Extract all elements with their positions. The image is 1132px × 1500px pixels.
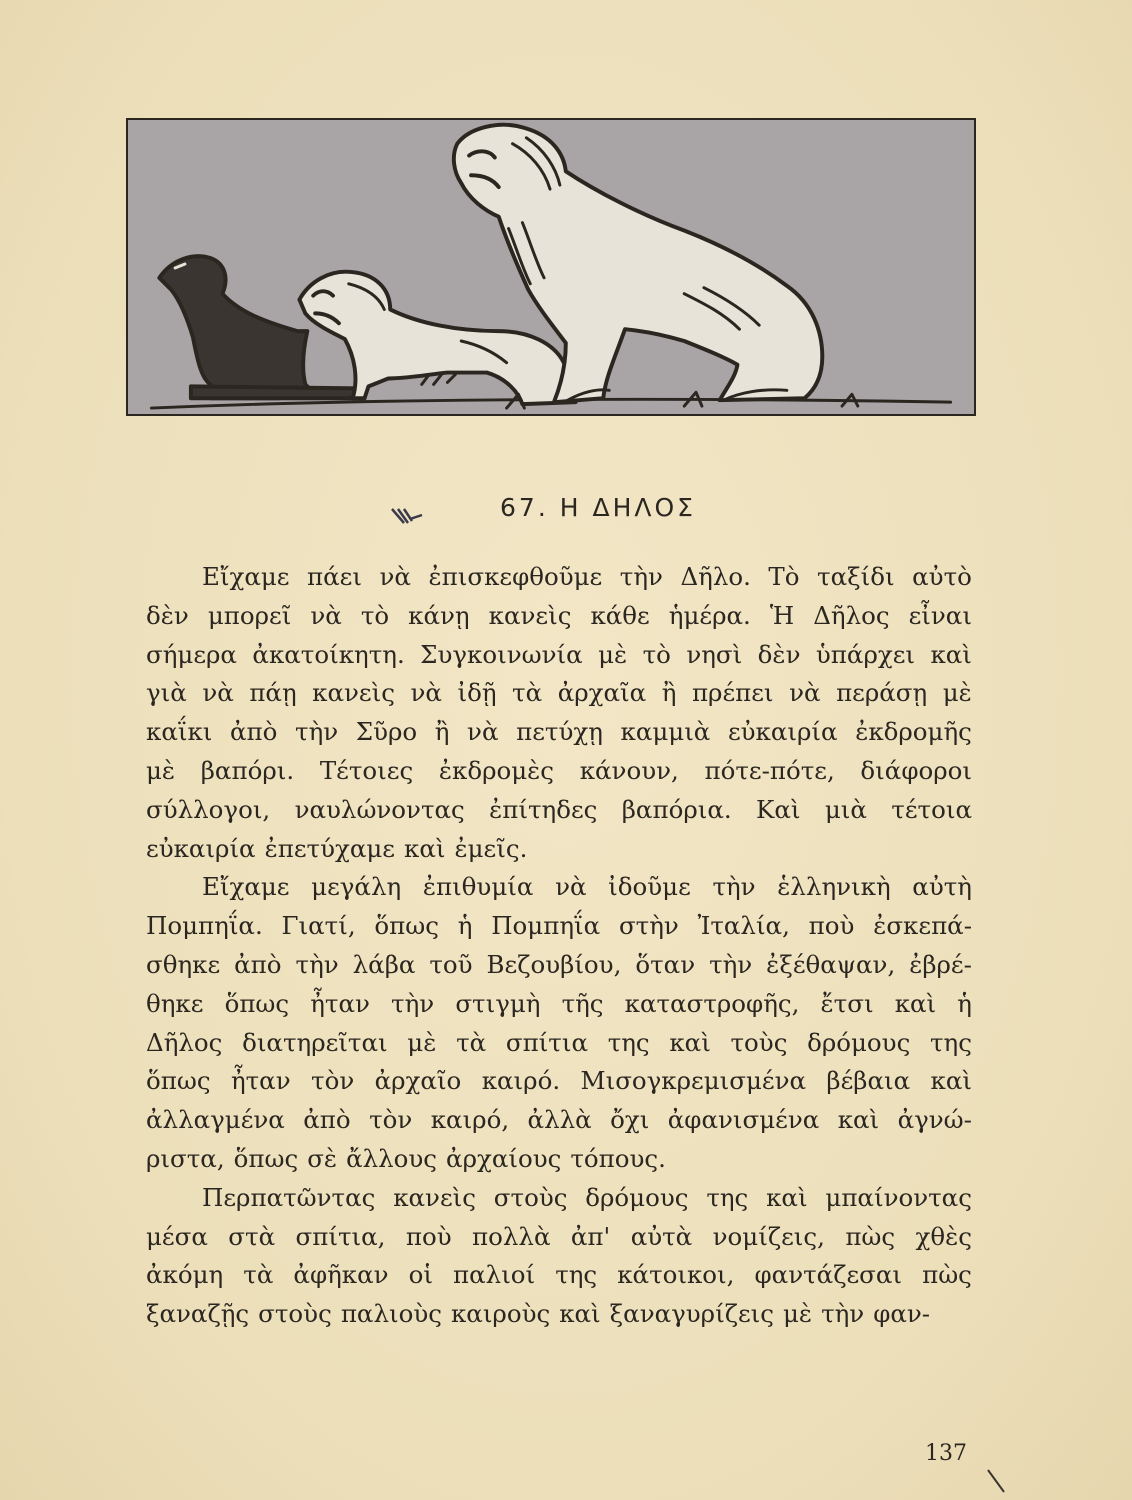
word: Τὸ [768,562,800,591]
word: οἱ [408,1260,433,1290]
text-line [146,597,972,636]
word: ἀλλὰ [527,1105,592,1135]
word: καὶ [766,1182,808,1212]
word: ἐπισκεφθοῦμε [428,562,603,591]
text-line [146,868,972,907]
word: δρόμους [807,1027,911,1057]
word: τὴν [295,717,339,747]
word: μεγάλη [311,872,402,902]
word: στοὺς [493,1182,568,1212]
word: αὐτὸ [912,562,972,591]
word: αὐτὴ [912,872,972,902]
word: νησὶ [686,639,743,669]
word: παλιοὺς [340,1299,442,1329]
word: ξαναζῇς [146,1299,250,1329]
word: δρόμους [585,1182,689,1212]
word: βέβαια [826,1066,911,1096]
word: χθὲς [915,1221,972,1251]
word: ἀρχαῖα [557,678,647,708]
word: Εἴχαμε [202,562,290,591]
word: μὲ [146,755,176,785]
word: καὶ [404,833,446,863]
word: βαπόρια. [621,794,732,824]
word: τὴν [709,949,753,979]
word: μὲ [598,639,628,669]
word: σήμερα [146,639,237,669]
word: τὰ [456,1027,487,1057]
word: πάει [307,562,362,591]
word: σθηκε [146,949,221,979]
word: ἐπετύχαμε [264,833,396,863]
text-line [146,791,972,830]
word: ἐπιθυμία [422,872,534,902]
paragraph [146,558,972,868]
word: νὰ [555,872,587,902]
word: ἦταν [230,1066,291,1096]
text-line [146,907,972,946]
text-line [146,558,972,597]
word: ποὺ [808,911,855,941]
word: ριστα, [146,1143,225,1173]
word: ποὺ [405,1221,452,1251]
word: Βεζουβίου, [486,949,622,979]
word: σύλλογοι, [146,794,271,824]
word: καὶ [669,1027,711,1057]
word: νὰ [789,678,821,708]
word: ναυλώνοντας [294,794,465,824]
chapter-number: 67. [500,493,549,522]
word: πετύχῃ [516,717,603,747]
word: τόπους. [570,1143,666,1173]
word: τὰ [243,1260,274,1290]
word: ἄλλους [346,1143,438,1173]
text-line [146,830,972,869]
word: ὅπως [224,988,290,1018]
paragraph [146,1179,972,1334]
word: ὅταν [635,949,696,979]
word: μέσα [146,1221,208,1251]
word: Περπατῶντας [202,1182,376,1212]
word: καὶ [930,1066,972,1096]
text-line [146,1140,972,1179]
word: ἔτσι [820,988,874,1018]
word: στοὺς [258,1299,332,1329]
word: κάθε [590,600,650,630]
word: ἀρχαίους [446,1143,562,1173]
word: τέτοια [891,794,972,824]
word: ὅπως [146,1066,211,1096]
word: Δῆλο. [680,562,751,591]
word: διάφοροι [860,755,972,785]
word: βαπόρι. [200,755,295,785]
word: ἀπ' [570,1221,611,1251]
word: ὅπως [374,911,439,941]
word: νομίζεις, [712,1221,825,1251]
word: σπίτια [505,1027,588,1057]
word: φαν- [873,1299,931,1329]
word: Τέτοιες [319,755,414,785]
word: καὶ [894,988,937,1018]
text-line [146,1062,972,1101]
word: μὲ [783,1299,813,1329]
word: ἡ [957,988,972,1018]
word: Ἰταλία, [697,911,790,941]
word: κανεὶς [312,678,395,708]
word: τοὺς [730,1027,788,1057]
word: καιροὺς [450,1299,551,1329]
scratch-mark-icon [986,1468,1006,1494]
word: ἡ [457,911,473,941]
word: καταστροφῆς, [624,988,800,1018]
word: ἀπὸ [303,1105,351,1135]
word: ὑπάρχει [815,639,915,669]
word: ἐκδρομῆς [855,717,972,747]
word: Ἡ [769,600,795,630]
text-line [146,1256,972,1295]
word: ἰδοῦμε [608,872,691,902]
word: ἀρχαῖο [374,1066,462,1096]
word: ἐξέθαψαν, [766,949,896,979]
word: τὸν [311,1066,355,1096]
word: Δῆλος [146,1027,223,1057]
word: μπορεῖ [207,600,292,630]
word: νὰ [202,678,234,708]
word: μπαίνοντας [825,1182,972,1212]
word: Γιατί, [281,911,356,941]
word: αὐτὰ [630,1221,693,1251]
word: Μισογκρεμισμένα [580,1066,807,1096]
word: ἐκδρομὲς [438,755,555,785]
chapter-heading [0,493,1132,522]
word: παλιοί [453,1260,536,1290]
word: καὶ [837,1105,880,1135]
page-number: 137 [925,1441,967,1466]
word: κανεὶς [488,600,572,630]
word: περάσῃ [836,678,928,708]
word: ἡμέρα. [668,600,751,630]
word: ἀκόμη [146,1260,224,1290]
word: τῆς [561,988,604,1018]
word: καιρό. [481,1066,561,1096]
word: τὴν [712,872,756,902]
word: νὰ [410,678,442,708]
word: ἀπὸ [230,717,278,747]
text-line [146,752,972,791]
text-line [146,1295,972,1334]
word: καὶ [559,1299,601,1329]
word: Σῦρο [355,717,418,747]
word: κάνῃ [408,600,470,630]
word: τὴν [391,988,435,1018]
text-line [146,1179,972,1218]
word: στὴν [618,911,679,941]
word: της [607,1027,650,1057]
word: τοῦ [429,949,473,979]
word: φαντάζεσαι [754,1260,903,1290]
text-line [146,1218,972,1257]
word: στὰ [228,1221,276,1251]
word: ἐβρέ- [909,949,972,979]
word: Δῆλος [813,600,890,630]
word: νὰ [379,562,411,591]
word: σὲ [307,1143,338,1173]
word: της [555,1260,598,1290]
word: καιρό, [430,1105,510,1135]
word: πὼς [845,1221,896,1251]
word: τὸν [369,1105,413,1135]
word: θηκε [146,988,204,1018]
word: ἀλλαγμένα [146,1105,285,1135]
word: ἦταν [310,988,370,1018]
word: Συγκοινωνία [420,639,583,669]
word: ὄχι [610,1105,650,1135]
word: νὰ [310,600,342,630]
word: νὰ [467,717,499,747]
word: δὲν [146,600,189,630]
word: πρέπει [691,678,774,708]
word: πολλὰ [472,1221,551,1251]
word: Πομπηΐα. [146,911,263,941]
text-line [146,1024,972,1063]
text-line [146,636,972,675]
word: Εἴχαμε [202,872,290,902]
word: της [930,1027,972,1057]
text-line [146,1101,972,1140]
word: εὐκαιρία [146,833,256,863]
word: ἀγνώ- [897,1105,972,1135]
word: Πομπηΐα [491,911,601,941]
word: ὅπως [233,1143,299,1173]
word: εἶναι [908,600,972,630]
word: κάνουν, [579,755,679,785]
word: ἀπὸ [234,949,282,979]
text-line [146,985,972,1024]
text-line [146,946,972,985]
lions-illustration [126,118,976,416]
word: ἢ [434,717,450,747]
word: τὸ [642,639,671,669]
word: ἐμεῖς. [454,833,528,863]
text-line [146,674,972,713]
word: ἐπίτηδες [489,794,598,824]
word: τὴν [295,949,339,979]
word: ἰδῇ [457,678,497,708]
paragraph [146,868,972,1178]
word: της [706,1182,749,1212]
word: διατηρεῖται [242,1027,388,1057]
word: μιὰ [824,794,867,824]
word: μὲ [942,678,972,708]
word: σπίτια, [295,1221,386,1251]
chapter-title: Η ΔΗΛΟΣ [559,493,696,522]
word: τὴν [821,1299,865,1329]
word: Καὶ [756,794,801,824]
word: πάῃ [249,678,297,708]
word: ἐσκεπά- [873,911,972,941]
word: τὸ [360,600,390,630]
word: κανεὶς [393,1182,476,1212]
word: ἢ [661,678,677,708]
word: καμμιὰ [620,717,711,747]
lions-of-delos-icon [128,120,974,414]
word: λάβα [352,949,416,979]
text-line [146,713,972,752]
word: κάτοικοι, [617,1260,735,1290]
word: μὲ [407,1027,437,1057]
word: πότε-πότε, [704,755,835,785]
word: εὐκαιρία [727,717,838,747]
word: πὼς [922,1260,972,1290]
word: καΐκι [146,717,213,747]
body-text [146,558,972,1334]
word: ἀκατοίκητη. [252,639,405,669]
word: τὴν [619,562,663,591]
word: καὶ [930,639,972,669]
word: στιγμὴ [455,988,541,1018]
pencil-mark-icon [390,505,424,527]
word: ἀφῆκαν [293,1260,389,1290]
word: δὲν [757,639,801,669]
word: ξαναγυρίζεις [609,1299,774,1329]
word: ἀφανισμένα [667,1105,820,1135]
word: ταξίδι [817,562,895,591]
word: τὰ [512,678,543,708]
word: ἑλληνικὴ [777,872,891,902]
word: γιὰ [146,678,187,708]
